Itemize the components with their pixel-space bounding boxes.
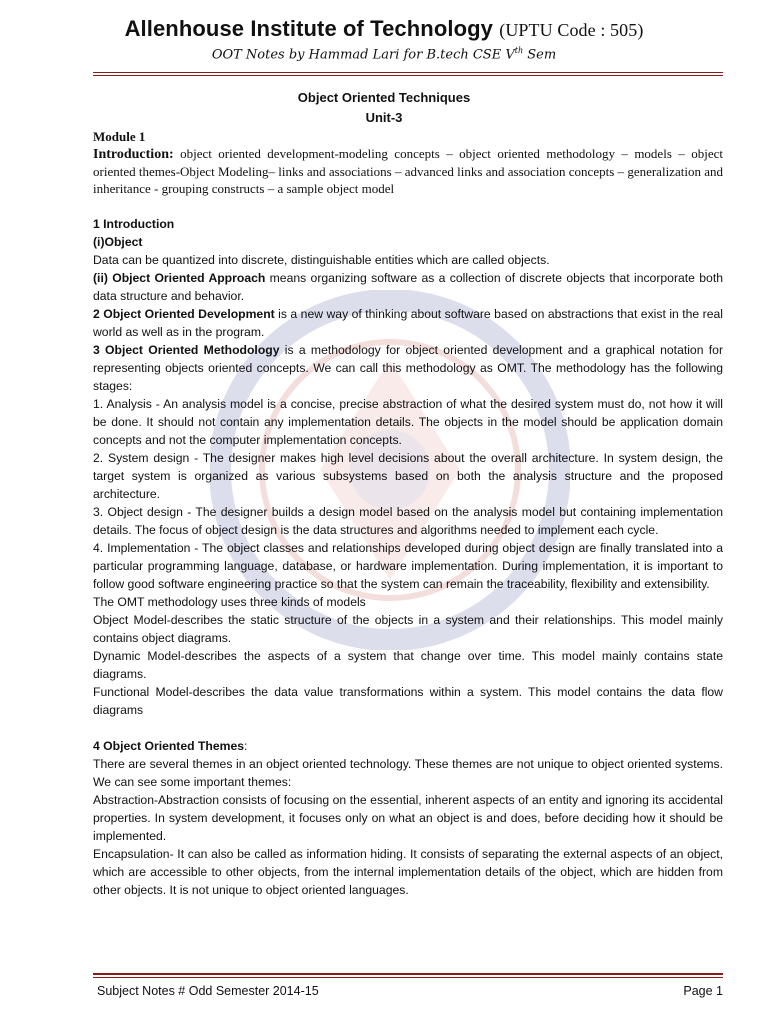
course-title: Object Oriented Techniques <box>297 90 471 105</box>
page-header <box>0 16 768 62</box>
object-paragraph: Data can be quantized into discrete, distinguishable entities which are called objects. <box>93 253 550 267</box>
document-body <box>93 128 723 899</box>
header-rule-top <box>93 72 723 73</box>
development-paragraph: 2 Object Oriented Development is a new way of thinking about software based on abstractions that exist in the real world as well as in the program. <box>93 307 723 339</box>
dynamic-model-paragraph: Dynamic Model-describes the aspects of a system that change over time. This model mainly contains state diagrams. <box>93 649 723 681</box>
page-footer <box>97 984 723 998</box>
footer-rule-top <box>93 973 723 975</box>
section-1-heading: 1 Introduction <box>93 217 175 231</box>
footer-rule-bottom <box>93 977 723 978</box>
module-label: Module 1 <box>93 129 146 144</box>
page-number: Page 1 <box>683 984 723 998</box>
footer-semester: Subject Notes # Odd Semester 2014-15 <box>97 984 319 998</box>
object-model-paragraph: Object Model-describes the static structure of the objects in a system and their relationships. This model mainly contains object diagrams. <box>93 613 723 645</box>
functional-model-paragraph: Functional Model-describes the data value transformations within a system. This model contains the data flow diagrams <box>93 685 723 717</box>
stage-analysis: 1. Analysis - An analysis model is a concise, precise abstraction of what the desired system must do, not how it will be done. It should not contain any implementation details. The objects in the model should be application domain concepts and not the computer implementation concepts. <box>93 397 723 447</box>
abstraction-paragraph: Abstraction-Abstraction consists of focusing on the essential, inherent aspects of an entity and ignoring its accidental properties. In system development, it focuses only on what an object is and does, before deciding how it should be implemented. <box>93 793 723 843</box>
approach-paragraph: (ii) Object Oriented Approach means organizing software as a collection of discrete objects that incorporate both data structure and behavior. <box>93 271 723 303</box>
notes-subtitle: OOT Notes by Hammad Lari for B.tech CSE Vth Sem <box>211 46 557 63</box>
header-rule-bottom <box>93 75 723 76</box>
encapsulation-paragraph: Encapsulation- It can also be called as information hiding. It consists of separating the external aspects of an object, which are accessible to other objects, from the internal implementation details of the object, which are hidden from other objects. It is not unique to object oriented languages. <box>93 847 723 897</box>
document-titles <box>0 88 768 128</box>
omt-models-line: The OMT methodology uses three kinds of models <box>93 595 366 609</box>
module-introduction: Introduction: object oriented development-modeling concepts – object oriented methodology – models – object oriented themes-Object Modeling– links and associations – advanced links and association concepts – generalization and inheritance - grouping constructs – a sample object model <box>93 146 723 196</box>
stage-object-design: 3. Object design - The designer builds a design model based on the analysis model but containing implementation details. The focus of object design is the data structures and algorithms needed to implement each cycle. <box>93 505 723 537</box>
uptu-code: (UPTU Code : 505) <box>499 20 644 40</box>
stage-implementation: 4. Implementation - The object classes and relationships developed during object design are finally translated into a particular programming language, database, or hardware implementation. During implementation, it is important to follow good software engineering practice so that the system can remain the traceability, flexibility and extensibility. <box>93 541 723 591</box>
institute-title: Allenhouse Institute of Technology (UPTU Code : 505) <box>124 16 644 41</box>
object-heading: (i)Object <box>93 235 143 249</box>
unit-title: Unit-3 <box>365 110 403 125</box>
methodology-paragraph: 3 Object Oriented Methodology is a methodology for object oriented development and a graphical notation for representing objects oriented concepts. We can call this methodology as OMT. The methodology has the following stages: <box>93 343 723 393</box>
themes-paragraph: There are several themes in an object oriented technology. These themes are not unique to object oriented systems. We can see some important themes: <box>93 757 723 789</box>
module-block <box>93 128 723 197</box>
stage-system-design: 2. System design - The designer makes high level decisions about the overall architecture. In system design, the target system is organized as various subsystems based on both the analysis structure and the proposed architecture. <box>93 451 723 501</box>
section-4-heading: 4 Object Oriented Themes: <box>93 739 248 753</box>
